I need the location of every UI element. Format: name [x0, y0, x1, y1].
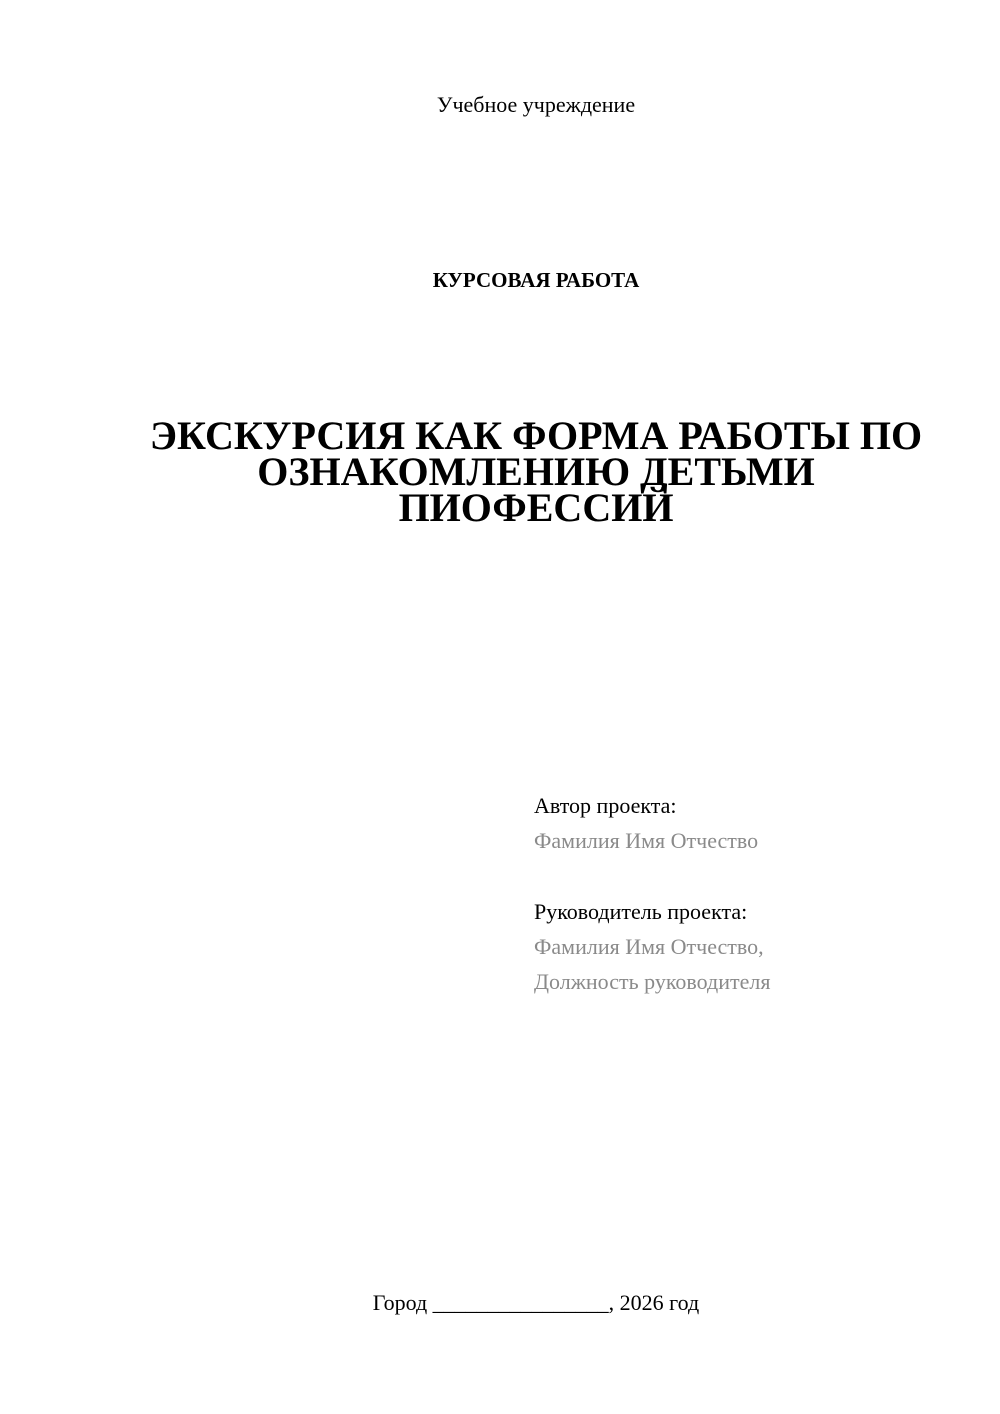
supervisor-name: Фамилия Имя Отчество, — [534, 934, 764, 959]
document-type: КУРСОВАЯ РАБОТА — [432, 268, 640, 292]
title-line-1: ЭКСКУРСИЯ КАК ФОРМА РАБОТЫ ПО — [149, 413, 923, 458]
title-line-2: ОЗНАКОМЛЕНИЮ ДЕТЬМИ — [257, 449, 815, 494]
author-label: Автор проекта: — [534, 793, 677, 818]
city-year-line: Город ________________, 2026 год — [372, 1290, 700, 1315]
authors-block — [534, 788, 974, 999]
institution-name: Учебное учреждение — [436, 92, 636, 117]
supervisor-position: Должность руководителя — [534, 969, 771, 994]
author-name: Фамилия Имя Отчество — [534, 828, 759, 853]
title-line-3: ПИОФЕССИЙ — [398, 485, 674, 530]
document-title — [140, 413, 932, 530]
supervisor-label: Руководитель проекта: — [534, 899, 748, 924]
